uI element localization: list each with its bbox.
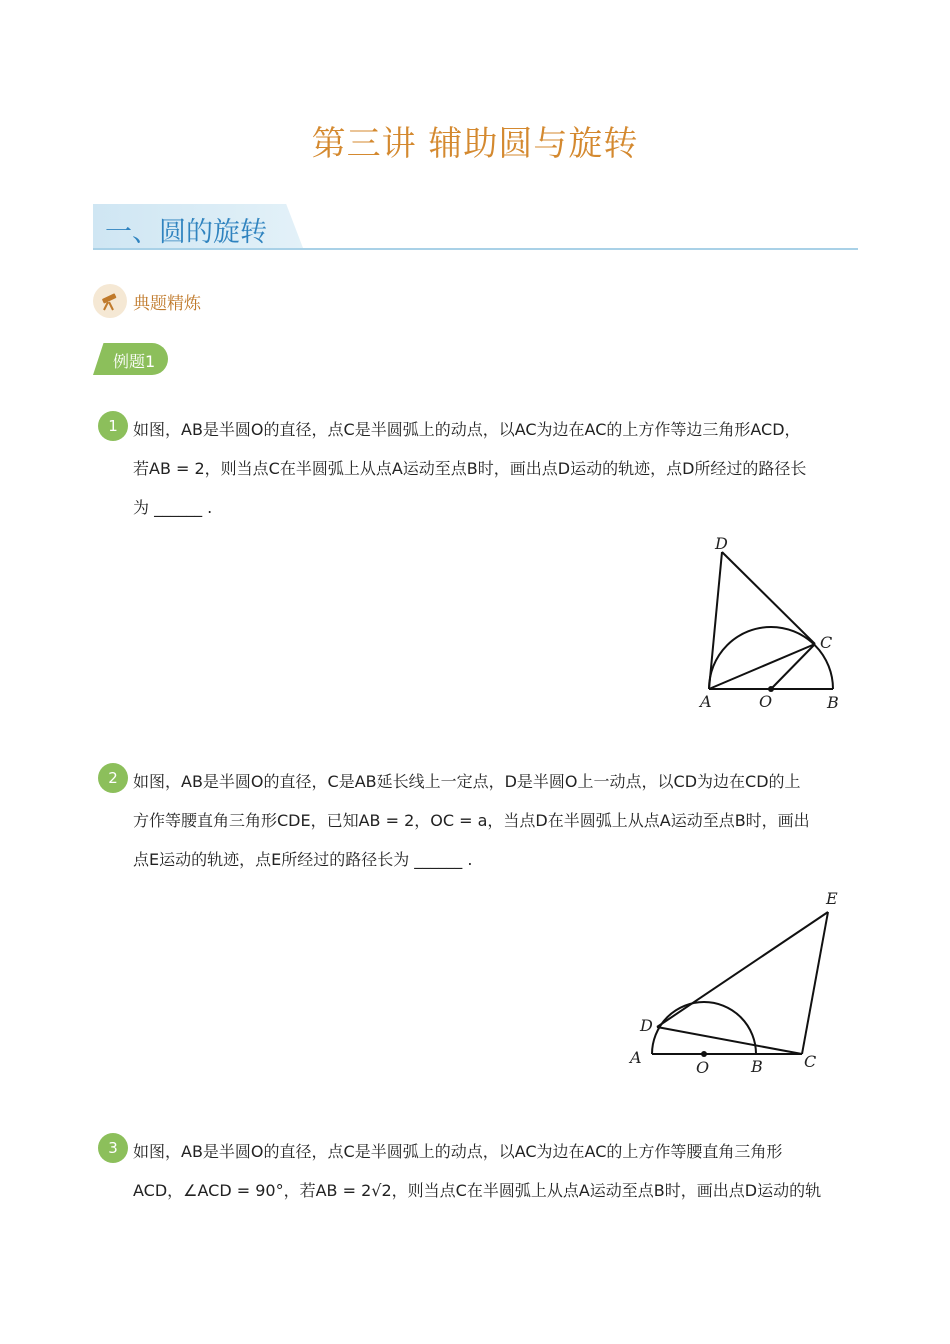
label-a: A bbox=[630, 1048, 642, 1067]
problem-2-line-1: 如图，AB是半圆O的直径，C是AB延长线上一定点，D是半圆O上一动点，以CD为边在CD的上 bbox=[133, 772, 801, 791]
page-title: 第三讲 辅助圆与旋转 bbox=[311, 124, 639, 164]
example-label: 例题1 bbox=[113, 352, 156, 371]
problem-1-line-1: 如图，AB是半圆O的直径，点C是半圆弧上的动点，以AC为边在AC的上方作等边三角形ACD， bbox=[133, 420, 801, 439]
problem-number-badge: 2 bbox=[98, 763, 128, 793]
section-title: 一、圆的旋转 bbox=[105, 217, 267, 248]
problem-2-line-3: 点E运动的轨迹，点E所经过的路径长为 ______ . bbox=[133, 850, 473, 869]
problem-3-line-1: 如图，AB是半圆O的直径，点C是半圆弧上的动点，以AC为边在AC的上方作等腰直角三角形 bbox=[133, 1142, 783, 1161]
problem-1-line-2: 若AB = 2，则当点C在半圆弧上从点A运动至点B时，画出点D运动的轨迹，点D所经过的路径长 bbox=[133, 459, 807, 478]
segment-dc bbox=[722, 552, 815, 644]
problem-1-figure bbox=[690, 530, 850, 715]
category-tag bbox=[93, 284, 201, 318]
problem-2-figure bbox=[620, 880, 850, 1080]
label-d: D bbox=[715, 534, 728, 553]
problem-2-line-2: 方作等腰直角三角形CDE，已知AB = 2，OC = a，当点D在半圆弧上从点A运动至点B时，画出 bbox=[133, 811, 810, 830]
problem-3-text bbox=[133, 1132, 848, 1210]
segment-oc bbox=[771, 644, 815, 689]
label-o: O bbox=[696, 1058, 710, 1077]
label-a: A bbox=[700, 692, 712, 711]
section-header bbox=[93, 204, 858, 250]
telescope-icon bbox=[93, 284, 127, 318]
segment-dc bbox=[657, 1027, 802, 1054]
segment-ec bbox=[802, 912, 828, 1054]
label-b: B bbox=[827, 693, 839, 712]
problem-2-text bbox=[133, 762, 848, 879]
category-label: 典题精炼 bbox=[133, 293, 201, 314]
problem-1-line-3: 为 ______ . bbox=[133, 498, 213, 517]
label-d: D bbox=[640, 1016, 653, 1035]
segment-ad bbox=[709, 552, 722, 689]
label-o: O bbox=[759, 692, 773, 711]
segment-ac bbox=[709, 644, 815, 689]
example-tag bbox=[93, 343, 168, 375]
label-b: B bbox=[751, 1057, 763, 1076]
label-c: C bbox=[804, 1052, 817, 1071]
label-c: C bbox=[820, 633, 833, 652]
label-e: E bbox=[826, 889, 838, 908]
problem-1-text bbox=[133, 410, 848, 527]
center-point-o bbox=[701, 1051, 707, 1057]
segment-de bbox=[657, 912, 828, 1027]
problem-number-badge: 1 bbox=[98, 411, 128, 441]
problem-3-line-2: ACD，∠ACD = 90°，若AB = 2√2，则当点C在半圆弧上从点A运动至点B时，画出点D运动的轨 bbox=[133, 1181, 822, 1200]
problem-number-badge: 3 bbox=[98, 1133, 128, 1163]
semicircle-arc bbox=[709, 627, 833, 689]
